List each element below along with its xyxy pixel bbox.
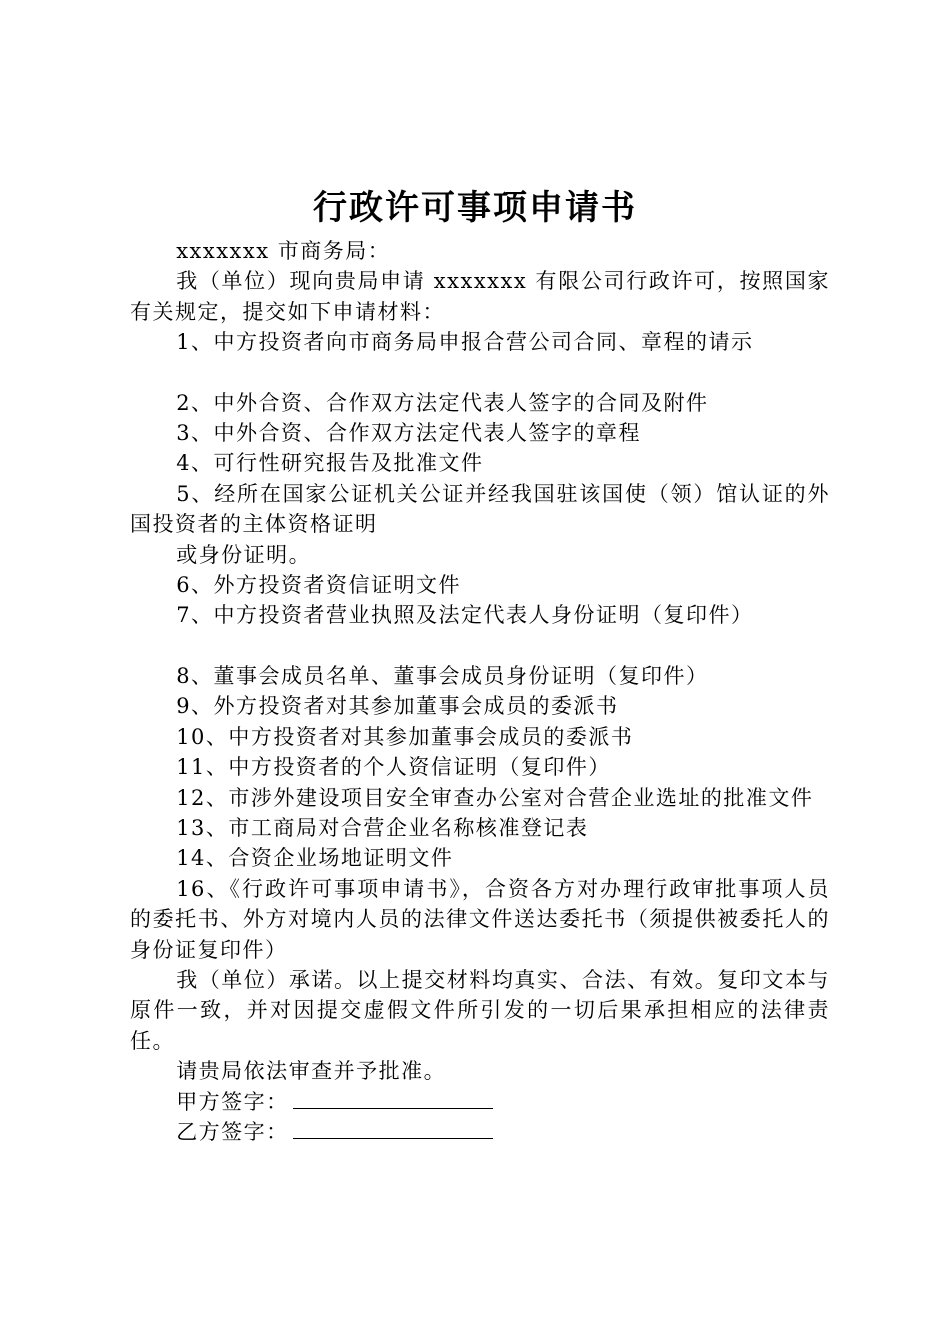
list-item: 9、外方投资者对其参加董事会成员的委派书 [176,694,619,719]
signature-b-row [130,1117,830,1147]
list-item: 16、《行政许可事项申请书》，合资各方对办理行政审批事项人员的委托书、外方对境内人员的法律文件送达委托书（须提供被委托人的身份证复印件） [130,876,830,962]
list-item: 11、中方投资者的个人资信证明（复印件） [176,755,611,780]
signature-b-label: 乙方签字： [176,1119,289,1144]
signature-b-field[interactable] [293,1118,493,1139]
list-item: 5、经所在国家公证机关公证并经我国驻该国使（领）馆认证的外国投资者的主体资格证明 [130,481,830,537]
list-item: 10、中方投资者对其参加董事会成员的委派书 [176,724,634,749]
spacer [130,358,830,388]
list-item: 8、董事会成员名单、董事会成员身份证明（复印件） [176,663,709,688]
list-item: 或身份证明。 [176,542,312,567]
commitment-paragraph: 我（单位）承诺。以上提交材料均真实、合法、有效。复印文本与原件一致，并对因提交虚假文件所引发的一切后果承担相应的法律责任。 [130,967,830,1053]
document-title: 行政许可事项申请书 [313,188,637,228]
list-item: 13、市工商局对合营企业名称核准登记表 [176,815,589,840]
list-item: 7、中方投资者营业执照及法定代表人身份证明（复印件） [176,603,754,628]
request-paragraph: 请贵局依法审查并予批准。 [176,1059,447,1084]
list-item: 1、中方投资者向市商务局申报合营公司合同、章程的请示 [176,330,754,355]
list-item: 6、外方投资者资信证明文件 [176,573,462,598]
list-item: 14、合资企业场地证明文件 [176,846,454,871]
spacer [130,631,830,661]
signature-a-field[interactable] [293,1088,493,1109]
list-item: 4、可行性研究报告及批准文件 [176,451,484,476]
signature-a-label: 甲方签字： [176,1089,289,1114]
list-item: 3、中外合资、合作双方法定代表人签字的章程 [176,421,642,446]
signature-a-row [130,1087,830,1117]
list-item: 2、中外合资、合作双方法定代表人签字的合同及附件 [176,390,709,415]
salutation: xxxxxxx 市商务局： [176,239,391,263]
list-item: 12、市涉外建设项目安全审查办公室对合营企业选址的批准文件 [176,785,814,810]
intro-paragraph: 我（单位）现向贵局申请 xxxxxxx 有限公司行政许可，按照国家有关规定，提交如下申请材料： [130,269,830,324]
document-body [130,236,830,1147]
